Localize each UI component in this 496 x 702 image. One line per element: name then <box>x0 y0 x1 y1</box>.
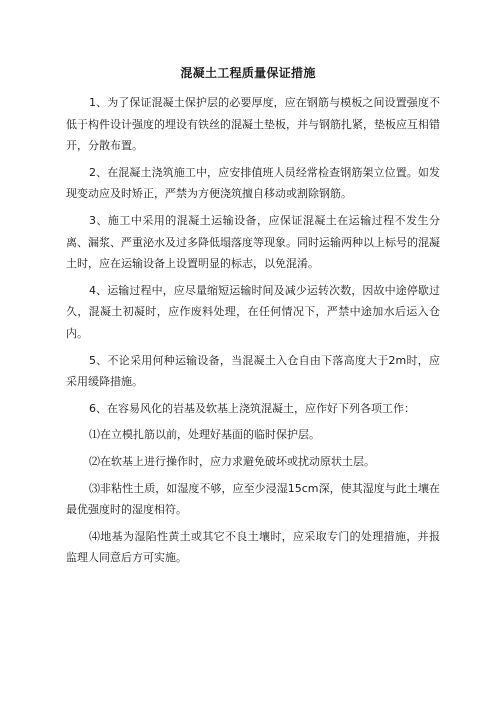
sub-item-4: ⑷地基为湿陷性黄土或其它不良土壤时，应采取专门的处理措施，并报监理人同意后方可实施。 <box>66 529 440 565</box>
sub-item-3: ⑶非粘性土质，如湿度不够，应至少浸湿15cm深，使其湿度与此土壤在最优强度时的湿度相符。 <box>66 481 440 517</box>
sub-item-2: ⑵在软基上进行操作时，应力求避免破坏或扰动原状土层。 <box>89 454 375 468</box>
document-body <box>66 92 440 574</box>
paragraph-2: 2、在混凝土浇筑施工中，应安排值班人员经常检查钢筋架立位置。如发现变动应及时矫正，严禁为方便浇筑擅自移动或割除钢筋。 <box>66 165 440 201</box>
sub-item-1: ⑴在立模扎筋以前，处理好基面的临时保护层。 <box>89 428 320 442</box>
paragraph-6: 6、在容易风化的岩基及软基上浇筑混凝土，应作好下列各项工作： <box>89 401 415 415</box>
paragraph-3: 3、施工中采用的混凝土运输设备，应保证混凝土在运输过程不发生分离、漏浆、严重泌水及过多降低塌落度等现象。同时运输两种以上标号的混凝土时，应在运输设备上设置明显的标志，以免混淆。 <box>66 213 440 271</box>
paragraph-5: 5、不论采用何种运输设备，当混凝土入仓自由下落高度大于2m时，应采用缓降措施。 <box>66 353 440 389</box>
paragraph-4: 4、运输过程中，应尽量缩短运输时间及减少运转次数，因故中途停歇过久，混凝土初凝时，应作废料处理，在任何情况下，严禁中途加水后运入仓内。 <box>66 283 440 340</box>
paragraph-1: 1、为了保证混凝土保护层的必要厚度，应在钢筋与模板之间设置强度不低于构件设计强度的埋设有铁丝的混凝土垫板，并与钢筋扎紧，垫板应互相错开，分散布置。 <box>66 96 440 153</box>
document-title: 混凝土工程质量保证措施 <box>180 66 316 80</box>
